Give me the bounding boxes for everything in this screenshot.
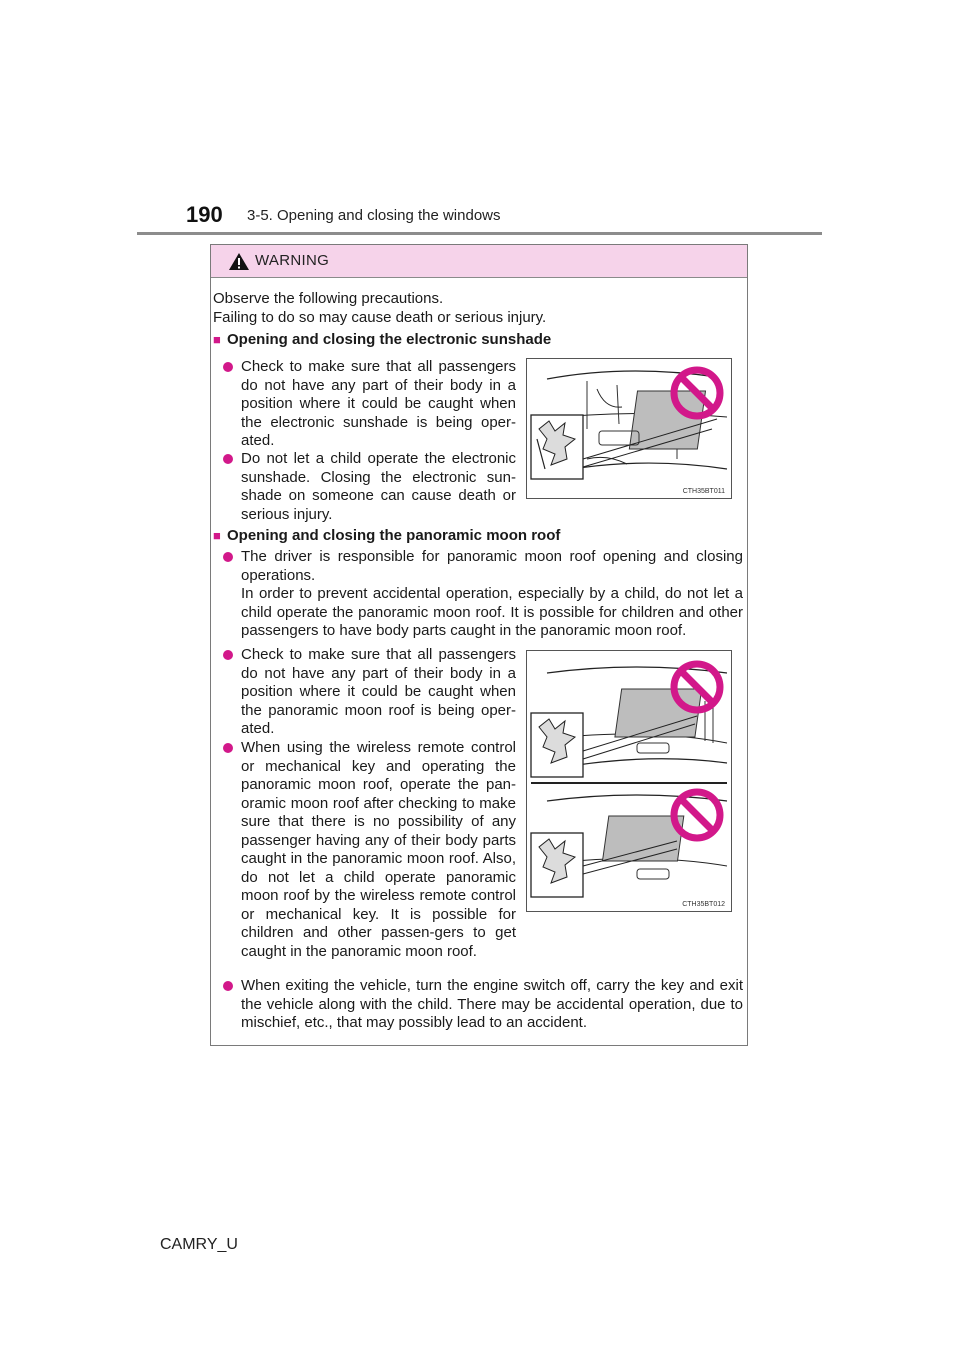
warning-label: WARNING xyxy=(255,252,330,269)
warning-triangle-icon xyxy=(228,252,250,271)
warning-intro-line1: Observe the following precautions. xyxy=(213,290,444,307)
section-heading-moonroof xyxy=(213,527,560,546)
header-rule xyxy=(137,232,822,235)
bullet-text: Check to make sure that all passengers do not have any part of their body in a position where it could be caught when the panoramic moon roof is being oper-ated. xyxy=(241,646,516,737)
page-number: 190 xyxy=(186,202,223,227)
bullet-sunshade-check xyxy=(223,358,516,451)
prohibited-icon xyxy=(669,659,725,715)
warning-header xyxy=(211,245,747,278)
bullet-moonroof-remote xyxy=(223,739,516,961)
figure-code: CTH35BT012 xyxy=(682,901,725,908)
sunshade-figure xyxy=(526,358,732,499)
bullet-dot-icon xyxy=(223,743,233,753)
warning-intro-line2: Failing to do so may cause death or serious injury. xyxy=(213,309,547,326)
square-bullet-icon: ■ xyxy=(213,332,221,347)
figure-code: CTH35BT011 xyxy=(682,488,725,495)
bullet-moonroof-exit xyxy=(223,977,743,1033)
bullet-text: When using the wireless remote control or mechanical key and operating the panoramic moon roof, operate the pan-oramic moon roof after checking to make sure that there is no possibility of any passenger having any of their body parts caught in the panoramic moon roof. Also, do not let a child operate panoramic moon roof by the wireless remote control or mechanical key. It is possible for children and other passen-gers to get caught in the panoramic moon roof. xyxy=(241,739,516,960)
footer-model-code: CAMRY_U xyxy=(160,1236,238,1253)
section-heading-sunshade xyxy=(213,331,551,350)
bullet-text: The driver is responsible for panoramic moon roof opening and closing operations. xyxy=(241,548,743,584)
moonroof-figure xyxy=(526,650,732,912)
bullet-dot-icon xyxy=(223,552,233,562)
bullet-moonroof-check xyxy=(223,646,516,739)
bullet-dot-icon xyxy=(223,362,233,372)
section-heading-text: Opening and closing the panoramic moon roof xyxy=(227,527,561,544)
bullet-moonroof-driver xyxy=(223,548,743,641)
section-title: 3-5. Opening and closing the windows xyxy=(247,207,501,224)
prohibited-icon xyxy=(669,365,725,421)
bullet-dot-icon xyxy=(223,454,233,464)
bullet-text-extra: In order to prevent accidental operation, especially by a child, do not let a child operate the panoramic moon roof. It is possible for children and other passengers to have body parts caught in the panoramic moon roof. xyxy=(241,585,743,639)
bullet-sunshade-child xyxy=(223,450,516,524)
prohibited-icon xyxy=(669,787,725,843)
bullet-text: When exiting the vehicle, turn the engine switch off, carry the key and exit the vehicle along with the child. There may be accidental operation, due to mischief, etc., that may possibly lead to an accident. xyxy=(241,977,743,1031)
section-heading-text: Opening and closing the electronic sunshade xyxy=(227,331,552,348)
bullet-text: Do not let a child operate the electronic sunshade. Closing the electronic sun-shade on someone can cause death or serious injury. xyxy=(241,450,516,523)
bullet-text: Check to make sure that all passengers do not have any part of their body in a position where it could be caught when the electronic sunshade is being oper-ated. xyxy=(241,358,516,449)
square-bullet-icon: ■ xyxy=(213,528,221,543)
bullet-dot-icon xyxy=(223,981,233,991)
bullet-dot-icon xyxy=(223,650,233,660)
